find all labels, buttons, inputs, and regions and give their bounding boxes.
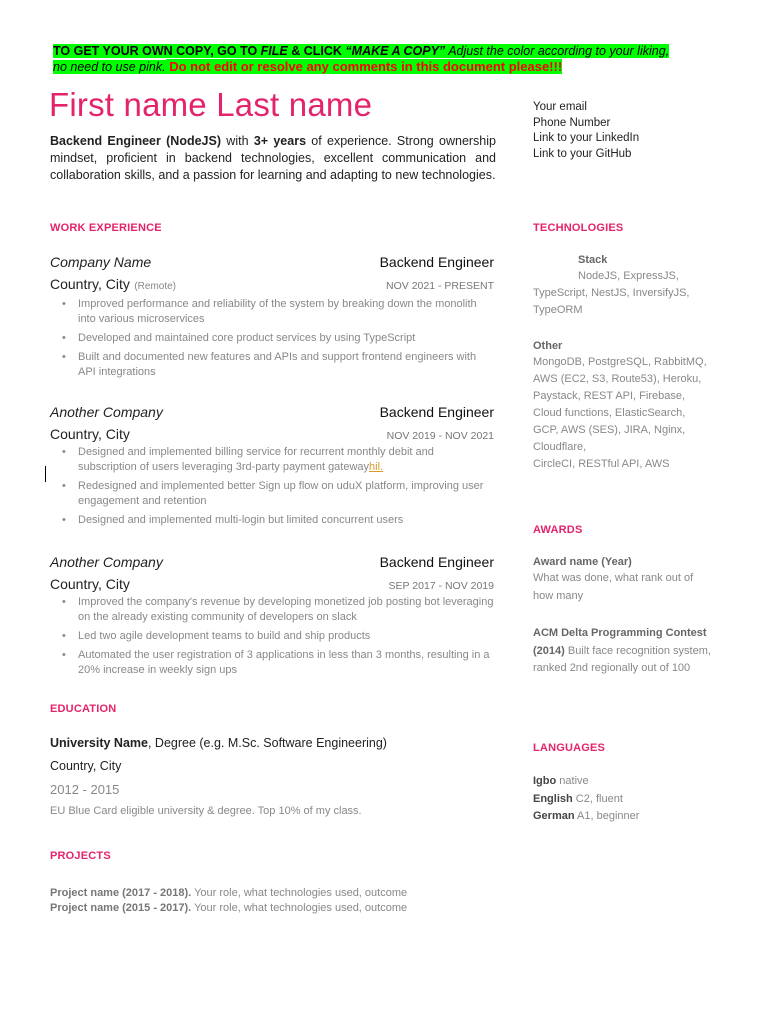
project-title: Project name (2015 - 2017). — [50, 902, 192, 914]
contact-phone[interactable]: Phone Number — [533, 116, 611, 129]
job-dates: NOV 2019 - NOV 2021 — [386, 430, 494, 442]
banner-make-copy: “MAKE A COPY” — [345, 44, 446, 58]
job-location: Country, City — [50, 426, 130, 442]
job-bullet: • Developed and maintained core product services by using TypeScript — [78, 331, 494, 346]
language-item — [533, 791, 713, 809]
language-item — [533, 773, 713, 791]
projects-list — [50, 886, 407, 916]
job-bullets — [50, 445, 494, 528]
job-location: Country, City — [50, 576, 130, 592]
awards-section — [533, 556, 713, 678]
work-experience-heading: WORK EXPERIENCE — [50, 222, 162, 234]
contact-linkedin[interactable]: Link to your LinkedIn — [533, 132, 640, 144]
projects-heading: PROJECTS — [50, 850, 111, 862]
education-heading: EDUCATION — [50, 703, 117, 715]
education-note: EU Blue Card eligible university & degree. Top 10% of my class. — [50, 805, 362, 817]
education-location: Country, City — [50, 759, 122, 773]
stack-label: Stack — [578, 254, 608, 266]
banner-text-1: TO GET YOUR OWN COPY, GO TO — [53, 44, 261, 58]
other-tech-last: CircleCI, RESTful API, AWS — [533, 458, 670, 470]
language-name: English — [533, 792, 573, 805]
summary-rest: of experience. Strong ownership mindset, proficient in backend technologies, excellent communication and collaboration skills, and a passion for learning and adapting to new technologies. — [50, 134, 496, 182]
banner-text-2: & CLICK — [287, 44, 346, 58]
award-title: Award name (Year) — [533, 556, 632, 568]
job-bullet: • Redesigned and implemented better Sign up flow on uduX platform, improving user engagement and retention — [78, 479, 494, 509]
banner-warning: Do not edit or resolve any comments in this document please!!! — [165, 59, 563, 74]
job-bullet: • Built and documented new features and APIs and support frontend engineers with API integrations — [78, 350, 494, 380]
language-level: native — [556, 775, 589, 787]
award-entry — [533, 625, 713, 678]
project-title: Project name (2017 - 2018). — [50, 887, 192, 899]
job-bullet: • Led two agile development teams to build and ship products — [78, 629, 494, 644]
award-title: ACM Delta Programming Contest (2014) — [533, 627, 707, 657]
job-role: Backend Engineer — [379, 554, 494, 570]
job-company: Another Company — [50, 554, 163, 570]
stack-rest: TypeScript, NestJS, InversifyJS, TypeORM — [533, 287, 690, 316]
job-bullet-text: Designed and implemented billing service for recurrent monthly debit and subscription of users leveraging 3rd-party payment gateway — [78, 446, 434, 473]
education-entry — [50, 736, 494, 817]
project-desc: Your role, what technologies used, outcome — [191, 887, 408, 899]
summary-years: 3+ years — [253, 134, 307, 148]
job-bullet: • Automated the user registration of 3 applications in less than 3 months, resulting in a 20% increase in weekly sign ups — [78, 648, 494, 678]
job-bullet: • Designed and implemented multi-login but limited concurrent users — [78, 513, 494, 528]
text-cursor — [45, 466, 46, 482]
job-dates: SEP 2017 - NOV 2019 — [388, 580, 494, 592]
job-company: Company Name — [50, 254, 152, 270]
summary-with: with — [221, 134, 254, 148]
summary-role: Backend Engineer (NodeJS) — [50, 134, 222, 148]
job-role: Backend Engineer — [379, 254, 494, 270]
copy-instructions-banner — [53, 43, 677, 75]
job-bullets — [50, 595, 494, 678]
other-tech: MongoDB, PostgreSQL, RabbitMQ, AWS (EC2, S3, Route53), Heroku, Paystack, REST API, Firebase, Cloud functions, ElasticSearch, GCP, AWS (SES), JIRA, Nginx, Cloudflare, — [533, 356, 707, 453]
technologies-section — [533, 254, 713, 473]
stack-first-line: NodeJS, ExpressJS, — [578, 270, 679, 282]
awards-heading: AWARDS — [533, 524, 583, 536]
contact-github[interactable]: Link to your GitHub — [533, 147, 632, 160]
project-desc: Your role, what technologies used, outcome — [191, 902, 408, 914]
technologies-heading: TECHNOLOGIES — [533, 222, 624, 234]
language-name: German — [533, 810, 575, 822]
other-label: Other — [533, 340, 563, 352]
language-level: A1, beginner — [574, 810, 640, 822]
language-level: C2, fluent — [572, 792, 623, 805]
job-dates: NOV 2021 - PRESENT — [386, 280, 494, 292]
candidate-name: First name Last name — [49, 86, 373, 123]
award-text: What was done, what rank out of how many — [533, 572, 694, 602]
summary — [50, 133, 496, 184]
job-remote: (Remote) — [134, 281, 177, 292]
languages-section — [533, 773, 713, 826]
award-text: Built face recognition system, ranked 2nd regionally out of 100 — [533, 644, 711, 674]
project-item — [50, 886, 407, 901]
comment-highlight[interactable]: hil. — [369, 461, 384, 473]
job-bullet: • Improved the company's revenue by developing monetized job posting bot leveraging on the already existing community of developers on slack — [78, 595, 494, 625]
job-entry — [50, 254, 494, 384]
education-years: 2012 - 2015 — [50, 782, 120, 797]
job-location: Country, City — [50, 276, 130, 292]
language-item — [533, 808, 713, 826]
project-item — [50, 901, 407, 916]
job-bullets — [50, 297, 494, 380]
job-bullet — [78, 445, 494, 475]
banner-file: FILE — [260, 44, 288, 58]
university-name: University Name — [50, 736, 148, 750]
languages-heading: LANGUAGES — [533, 742, 606, 754]
job-entry — [50, 404, 494, 532]
contact-email[interactable]: Your email — [533, 101, 587, 113]
language-name: Igbo — [533, 775, 557, 787]
job-role: Backend Engineer — [379, 404, 494, 420]
contact-info — [533, 100, 639, 162]
job-company: Another Company — [50, 404, 163, 420]
degree: , Degree (e.g. M.Sc. Software Engineering) — [147, 736, 387, 750]
job-entry — [50, 554, 494, 682]
job-bullet: • Improved performance and reliability of the system by breaking down the monolith into various microservices — [78, 297, 494, 327]
banner-text-3: Adjust the color according to your liking, no need to use pink. — [53, 44, 670, 74]
